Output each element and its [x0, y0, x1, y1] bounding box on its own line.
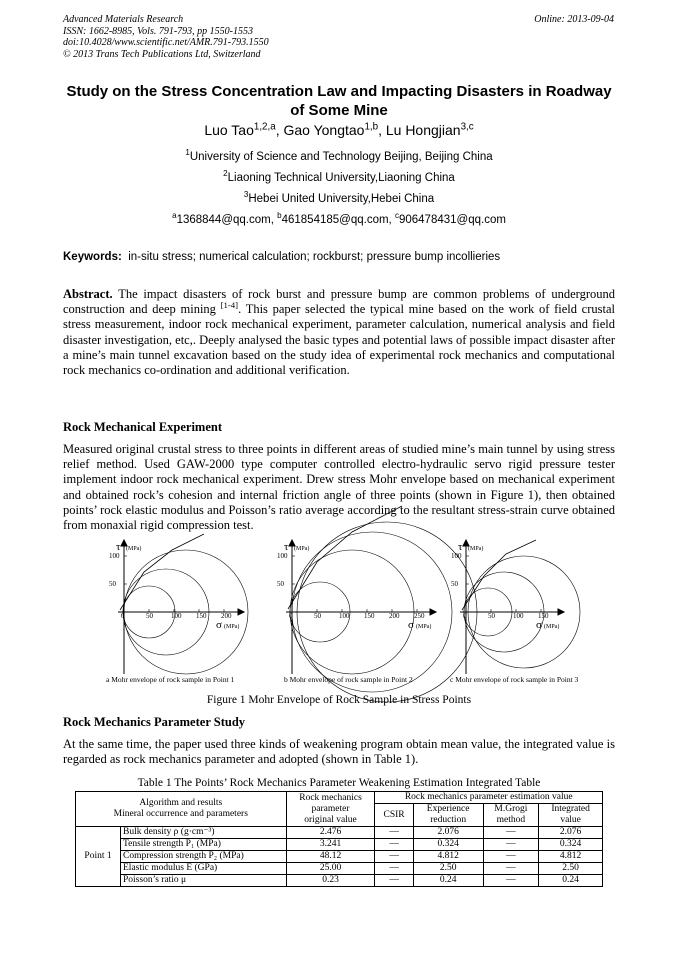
table-cell: 2.50: [413, 863, 483, 875]
tau-unit: (MPa): [468, 546, 484, 552]
table-cell: Compression strength P₂ (MPa): [121, 851, 287, 863]
table-cell: 0.24: [413, 875, 483, 887]
table-cell: —: [375, 863, 413, 875]
y-tick-label: 50: [277, 580, 284, 588]
affiliation-text: Liaoning Technical University,Liaoning China: [227, 172, 455, 184]
x-tick-label: 150: [196, 612, 207, 620]
header-text: Algorithm and results: [139, 798, 223, 808]
affiliation-text: University of Science and Technology Beijing, Beijing China: [189, 151, 493, 163]
table-cell: —: [483, 875, 539, 887]
tau-unit: (MPa): [294, 546, 310, 552]
x-tick-label: 100: [513, 612, 524, 620]
sigma-label: σ: [408, 619, 414, 631]
tau-label: τ: [284, 541, 289, 553]
affiliation-sup: 2: [223, 169, 228, 179]
affiliation: [63, 148, 615, 163]
y-tick-label: 50: [109, 580, 116, 588]
x-tick-label: 100: [339, 612, 350, 620]
author-sup: 3,c: [460, 121, 474, 133]
tau-label: τ: [116, 541, 121, 553]
header-text: Mineral occurrence and parameters: [113, 809, 248, 819]
keywords-label: Keywords:: [63, 251, 122, 263]
x-tick-label: 50: [314, 612, 321, 620]
table-header: Rock mechanics parameter estimation value: [375, 792, 603, 804]
sigma-label: σ: [536, 619, 542, 631]
section-text: At the same time, the paper used three kinds of weakening program obtain mean value, the integrated value is regarded as rock mechanics parameter and adopted (shown in Table 1).: [63, 737, 615, 767]
x-tick-label: 0: [463, 612, 467, 620]
affiliation-sup: 1: [185, 148, 190, 158]
x-tick-label: 0: [121, 612, 125, 620]
table-cell: —: [483, 827, 539, 839]
table-cell: —: [375, 875, 413, 887]
table-row: [76, 863, 603, 875]
email-sup: a: [172, 211, 177, 221]
header-text: parameter: [311, 803, 350, 814]
table-header: [413, 804, 483, 827]
table-cell: Bulk density ρ (g·cm⁻³): [121, 827, 287, 839]
table-row: [76, 875, 603, 887]
table-cell: 0.324: [413, 839, 483, 851]
table-cell: 25.00: [286, 863, 375, 875]
table-cell: —: [483, 863, 539, 875]
x-tick-label: 200: [221, 612, 232, 620]
table-cell: —: [375, 827, 413, 839]
header-text: Integrated: [551, 804, 590, 814]
table-row: [76, 827, 603, 839]
table-row: [76, 839, 603, 851]
table-cell: Poisson’s ratio μ: [121, 875, 287, 887]
y-tick-label: 100: [277, 552, 288, 560]
author-sup: 1,b: [364, 121, 379, 133]
subfigure-caption: b Mohr envelope of rock sample in Point 2: [284, 675, 413, 684]
x-tick-label: 50: [146, 612, 153, 620]
x-tick-label: 0: [289, 612, 293, 620]
table-header: [76, 792, 287, 827]
y-tick-label: 50: [451, 580, 458, 588]
table-cell: Elastic modulus E (GPa): [121, 863, 287, 875]
paper-title: Study on the Stress Concentration Law and Impacting Disasters in Roadway of Some Mine: [66, 83, 612, 119]
y-tick-label: 100: [109, 552, 120, 560]
sigma-label: σ: [216, 619, 222, 631]
table-cell: 4.812: [413, 851, 483, 863]
x-tick-label: 250: [414, 612, 425, 620]
table-cell: 0.324: [539, 839, 603, 851]
author-name: Luo Tao: [204, 122, 254, 138]
section-text: Measured original crustal stress to three points in different areas of studied mine’s main tunnel by using stress relief method. Used GAW-2000 type computer controlled electro-hydraulic servo rigid pressure tester implement indoor rock mechanical experiment. Drew stress Mohr envelope based on mechanical experiment and obtained rock’s cohesion and internal friction angle of three points (shown in Figure 1), then obtained points’ rock elastic modulus and Poisson’s ratio average according to the resultant stress-strain curve obtained from monaxial rigid compression test.: [63, 442, 615, 533]
table-header-row: [76, 792, 603, 804]
citation: [1-4]: [220, 300, 239, 311]
axis-arrow-icon: [558, 609, 564, 615]
table-cell: 0.23: [286, 875, 375, 887]
journal-name: Advanced Materials Research: [63, 14, 184, 25]
table-cell: 2.076: [539, 827, 603, 839]
header-text: M.Grogi: [494, 804, 528, 814]
online-date: Online: 2013-09-04: [534, 14, 614, 25]
abstract: [63, 287, 615, 378]
keywords-text: in-situ stress; numerical calculation; rockburst; pressure bump incollieries: [128, 251, 501, 263]
affiliation-text: Hebei United University,Hebei China: [248, 193, 435, 205]
author-list: [63, 122, 615, 138]
author-sup: 1,2,a: [253, 121, 276, 133]
author-name: Lu Hongjian: [385, 122, 461, 138]
table-cell: Tensile strength P₁ (MPa): [121, 839, 287, 851]
table-cell: —: [375, 839, 413, 851]
tau-label: τ: [458, 541, 463, 553]
table-cell: 2.50: [539, 863, 603, 875]
email: 461854185@qq.com,: [281, 214, 395, 226]
subfigure-caption: c Mohr envelope of rock sample in Point 3: [450, 675, 579, 684]
table-cell: 0.24: [539, 875, 603, 887]
table-cell: 2.076: [413, 827, 483, 839]
table-header: CSIR: [375, 804, 413, 827]
email-sup: c: [394, 211, 399, 221]
emails: [63, 211, 615, 226]
x-tick-label: 150: [364, 612, 375, 620]
author-sep: ,: [275, 122, 284, 138]
issn: ISSN: 1662-8985, Vols. 791-793, pp 1550-1553: [63, 25, 253, 37]
keywords: [63, 251, 500, 263]
figure-caption: Figure 1 Mohr Envelope of Rock Sample in Stress Points: [206, 694, 472, 706]
header-text: reduction: [430, 815, 467, 825]
table-cell: —: [483, 839, 539, 851]
sigma-unit: (MPa): [224, 624, 240, 630]
abstract-label: Abstract.: [63, 287, 113, 301]
x-tick-label: 50: [488, 612, 495, 620]
point-cell: Point 1: [76, 827, 121, 887]
author-name: Gao Yongtao: [283, 122, 365, 138]
email: 906478431@qq.com: [398, 214, 506, 226]
table-header: [483, 804, 539, 827]
header-text: Rock mechanics: [299, 792, 362, 803]
abstract-text: . This paper selected the typical mine based on the work of field crustal stress measurement, indoor rock mechanical experiment, parameter calculation, numerical analysis and field disaster investigation, etc,. Deeply analysed the basic types and potential laws of possible impact disaster after a mine’s main tunnel excavation based on the study idea of experimental rock mechanics and computational rock mechanics co-ordination and additional verification.: [63, 302, 615, 378]
table-cell: 2.476: [286, 827, 375, 839]
y-tick-label: 100: [451, 552, 462, 560]
affiliation: [63, 169, 615, 184]
table-caption: Table 1 The Points’ Rock Mechanics Parameter Weakening Estimation Integrated Table: [137, 777, 541, 789]
tau-unit: (MPa): [126, 546, 142, 552]
header-text: value: [560, 815, 581, 825]
abstract-text: The impact disasters of rock burst and pressure bump are common problems of underground construction and deep mining: [63, 287, 616, 317]
axis-arrow-icon: [238, 609, 244, 615]
author-sep: ,: [378, 122, 386, 138]
table-row: [76, 851, 603, 863]
table-header: [286, 792, 375, 827]
affiliation: [63, 190, 615, 205]
header-text: method: [496, 815, 526, 825]
sigma-unit: (MPa): [416, 624, 432, 630]
table-cell: —: [483, 851, 539, 863]
subfigure-caption: a Mohr envelope of rock sample in Point 1: [106, 675, 235, 684]
doi: doi:10.4028/www.scientific.net/AMR.791-793.1550: [63, 37, 269, 48]
header-text: Experience: [426, 804, 470, 814]
header-text: original value: [304, 814, 357, 825]
x-tick-label: 200: [389, 612, 400, 620]
x-tick-label: 100: [171, 612, 182, 620]
journal-header: [63, 14, 269, 60]
section-heading: Rock Mechanical Experiment: [63, 420, 223, 434]
axis-arrow-icon: [430, 609, 436, 615]
table-cell: 3.241: [286, 839, 375, 851]
x-tick-label: 150: [538, 612, 549, 620]
table-cell: —: [375, 851, 413, 863]
sigma-unit: (MPa): [544, 624, 560, 630]
affiliation-sup: 3: [243, 190, 249, 200]
table-header: [539, 804, 603, 827]
email-sup: b: [277, 211, 282, 221]
email: 1368844@qq.com,: [176, 214, 278, 226]
copyright: © 2013 Trans Tech Publications Ltd, Switzerland: [63, 48, 261, 60]
parameter-table: [75, 791, 603, 887]
section-heading: Rock Mechanics Parameter Study: [63, 715, 246, 729]
table-cell: 4.812: [539, 851, 603, 863]
table-cell: 48.12: [286, 851, 375, 863]
mohr-envelope-figure: [0, 530, 678, 680]
